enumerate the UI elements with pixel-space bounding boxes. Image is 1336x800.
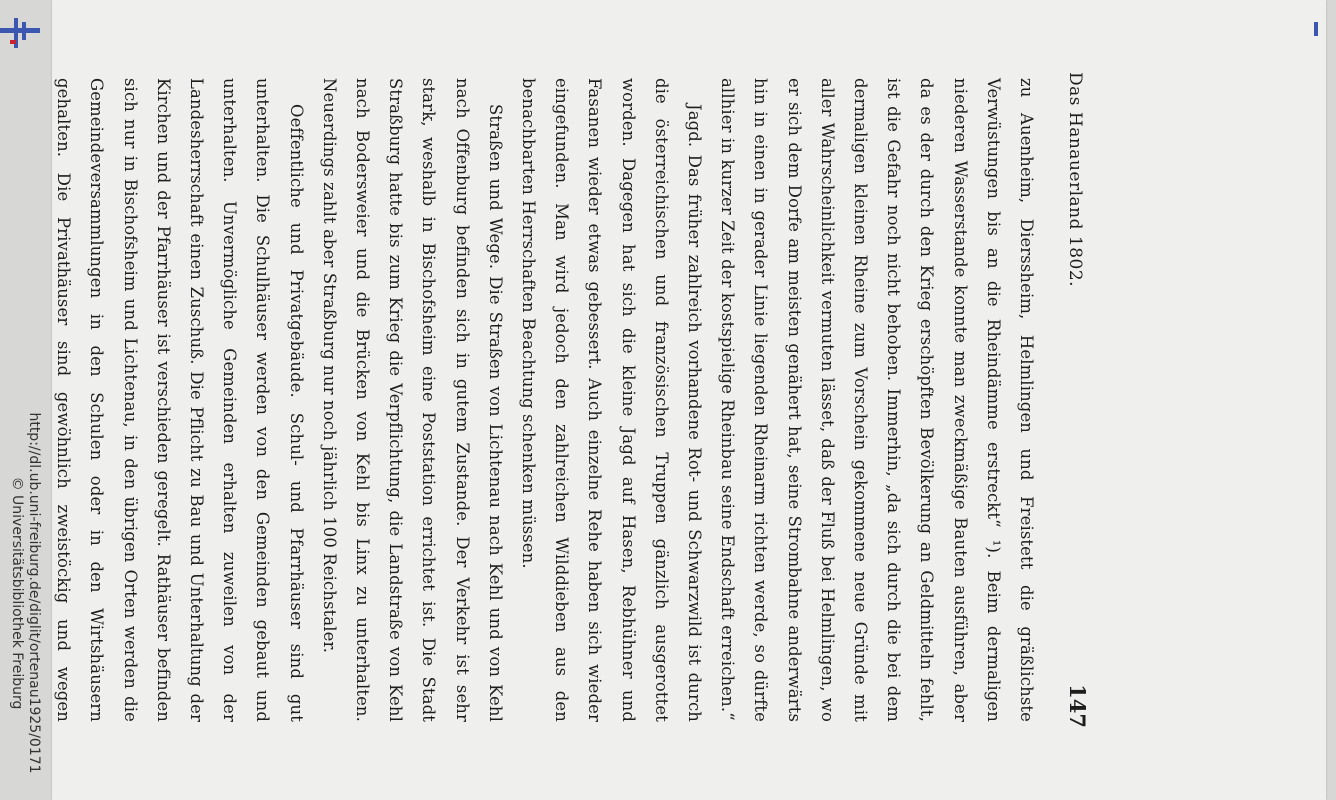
paragraph-strassen: Straßen und Wege. Die Straßen von Lichtenau nach Kehl und von Kehl nach Offenburg befinden sich in gutem Zustande. Der Verkehr ist sehr stark, weshalb in Bischofsheim eine Poststation errichtet ist. Die Stadt Straßburg hatte bis zum Krieg die Verpflichtung, die Landstraße von Kehl nach Bodersweier und die Brücken von Kehl bis Linx zu unterhalten. Neuerdings zahlt aber Straßburg nur noch jährlich 100 Reichstaler.: [319, 78, 505, 722]
running-title: Das Hanauerland 1802.: [1065, 72, 1085, 288]
paragraph-jagd: Jagd. Das früher zahlreich vorhandene Rot- und Schwarzwild ist durch die österreichischen und französischen Truppen gänzlich ausgerottet worden. Dagegen hat sich die kleine Jagd auf Hasen, Rebhühner und Fasanen wieder etwas gebessert. Auch einzelne Rehe haben sich wieder eingefunden. Man wird jedoch den zahlreichen Wilddieben aus den benachbarten Herrschaften Beachtung schenken müssen.: [518, 78, 704, 722]
paragraph-rhine: zu Auenheim, Dierssheim, Helmlingen und Freistett die gräßlichste Verwüstungen bis an die Rheindämme erstreckt“ ¹). Beim dermaligen niederen Wasserstande konnte man zweckmäßige Bauten ausführen, aber da es der durch den Krieg erschöpften Bevölkerung an Geldmitteln fehlt, ist die Gefahr noch nicht behoben. Immerhin, „da sich durch die bei dem dermaligen kleinen Rheine zum Vorschein gekommene neue Gründe mit aller Wahrscheinlichkeit vermuten lässet, daß der Fluß bei Helmlingen, wo er sich dem Dorfe am meisten genähert hat, seine Strombahne anderwärts hin in einen in gerader Linie liegenden Rheinarm richten werde, so dürfte allhier in kurzer Zeit der kostspielige Rheinbau seine Endschaft erreichen.“: [718, 78, 1036, 722]
page-header: [1065, 50, 1102, 750]
page-number: 147: [1065, 684, 1090, 728]
watermark-copyright: © Universitätsbibliothek Freiburg: [9, 476, 25, 710]
watermark-url: http://dl.ub.uni-freiburg.de/diglit/ortenau1925/0171: [26, 412, 42, 774]
paragraph-gebaeude: Oeffentliche und Privatgebäude. Schul- und Pfarrhäuser sind gut unterhalten. Die Schulhäuser werden von den Gemeinden gebaut und unterhalten. Unvermögliche Gemeinden erhalten zuweilen von der Landesherrschaft einen Zuschuß. Die Pflicht zu Bau und Unterhaltung der Kirchen und der Pfarrhäuser ist verschieden geregelt. Rathäuser befinden sich nur in Bischofsheim und Lichtenau, in den übrigen Orten werden die Gemeindeversammlungen in den Schulen oder in den Wirtshäusern gehalten. Die Privathäuser sind gewöhnlich zweistöckig und wegen: [54, 78, 306, 722]
corner-marker-icon: [1314, 22, 1318, 36]
body-text: [52, 78, 1043, 722]
source-watermark: [8, 198, 42, 800]
scanned-page: [52, 0, 1326, 800]
page-content: [52, 50, 1102, 750]
library-logo-icon: [0, 18, 40, 48]
